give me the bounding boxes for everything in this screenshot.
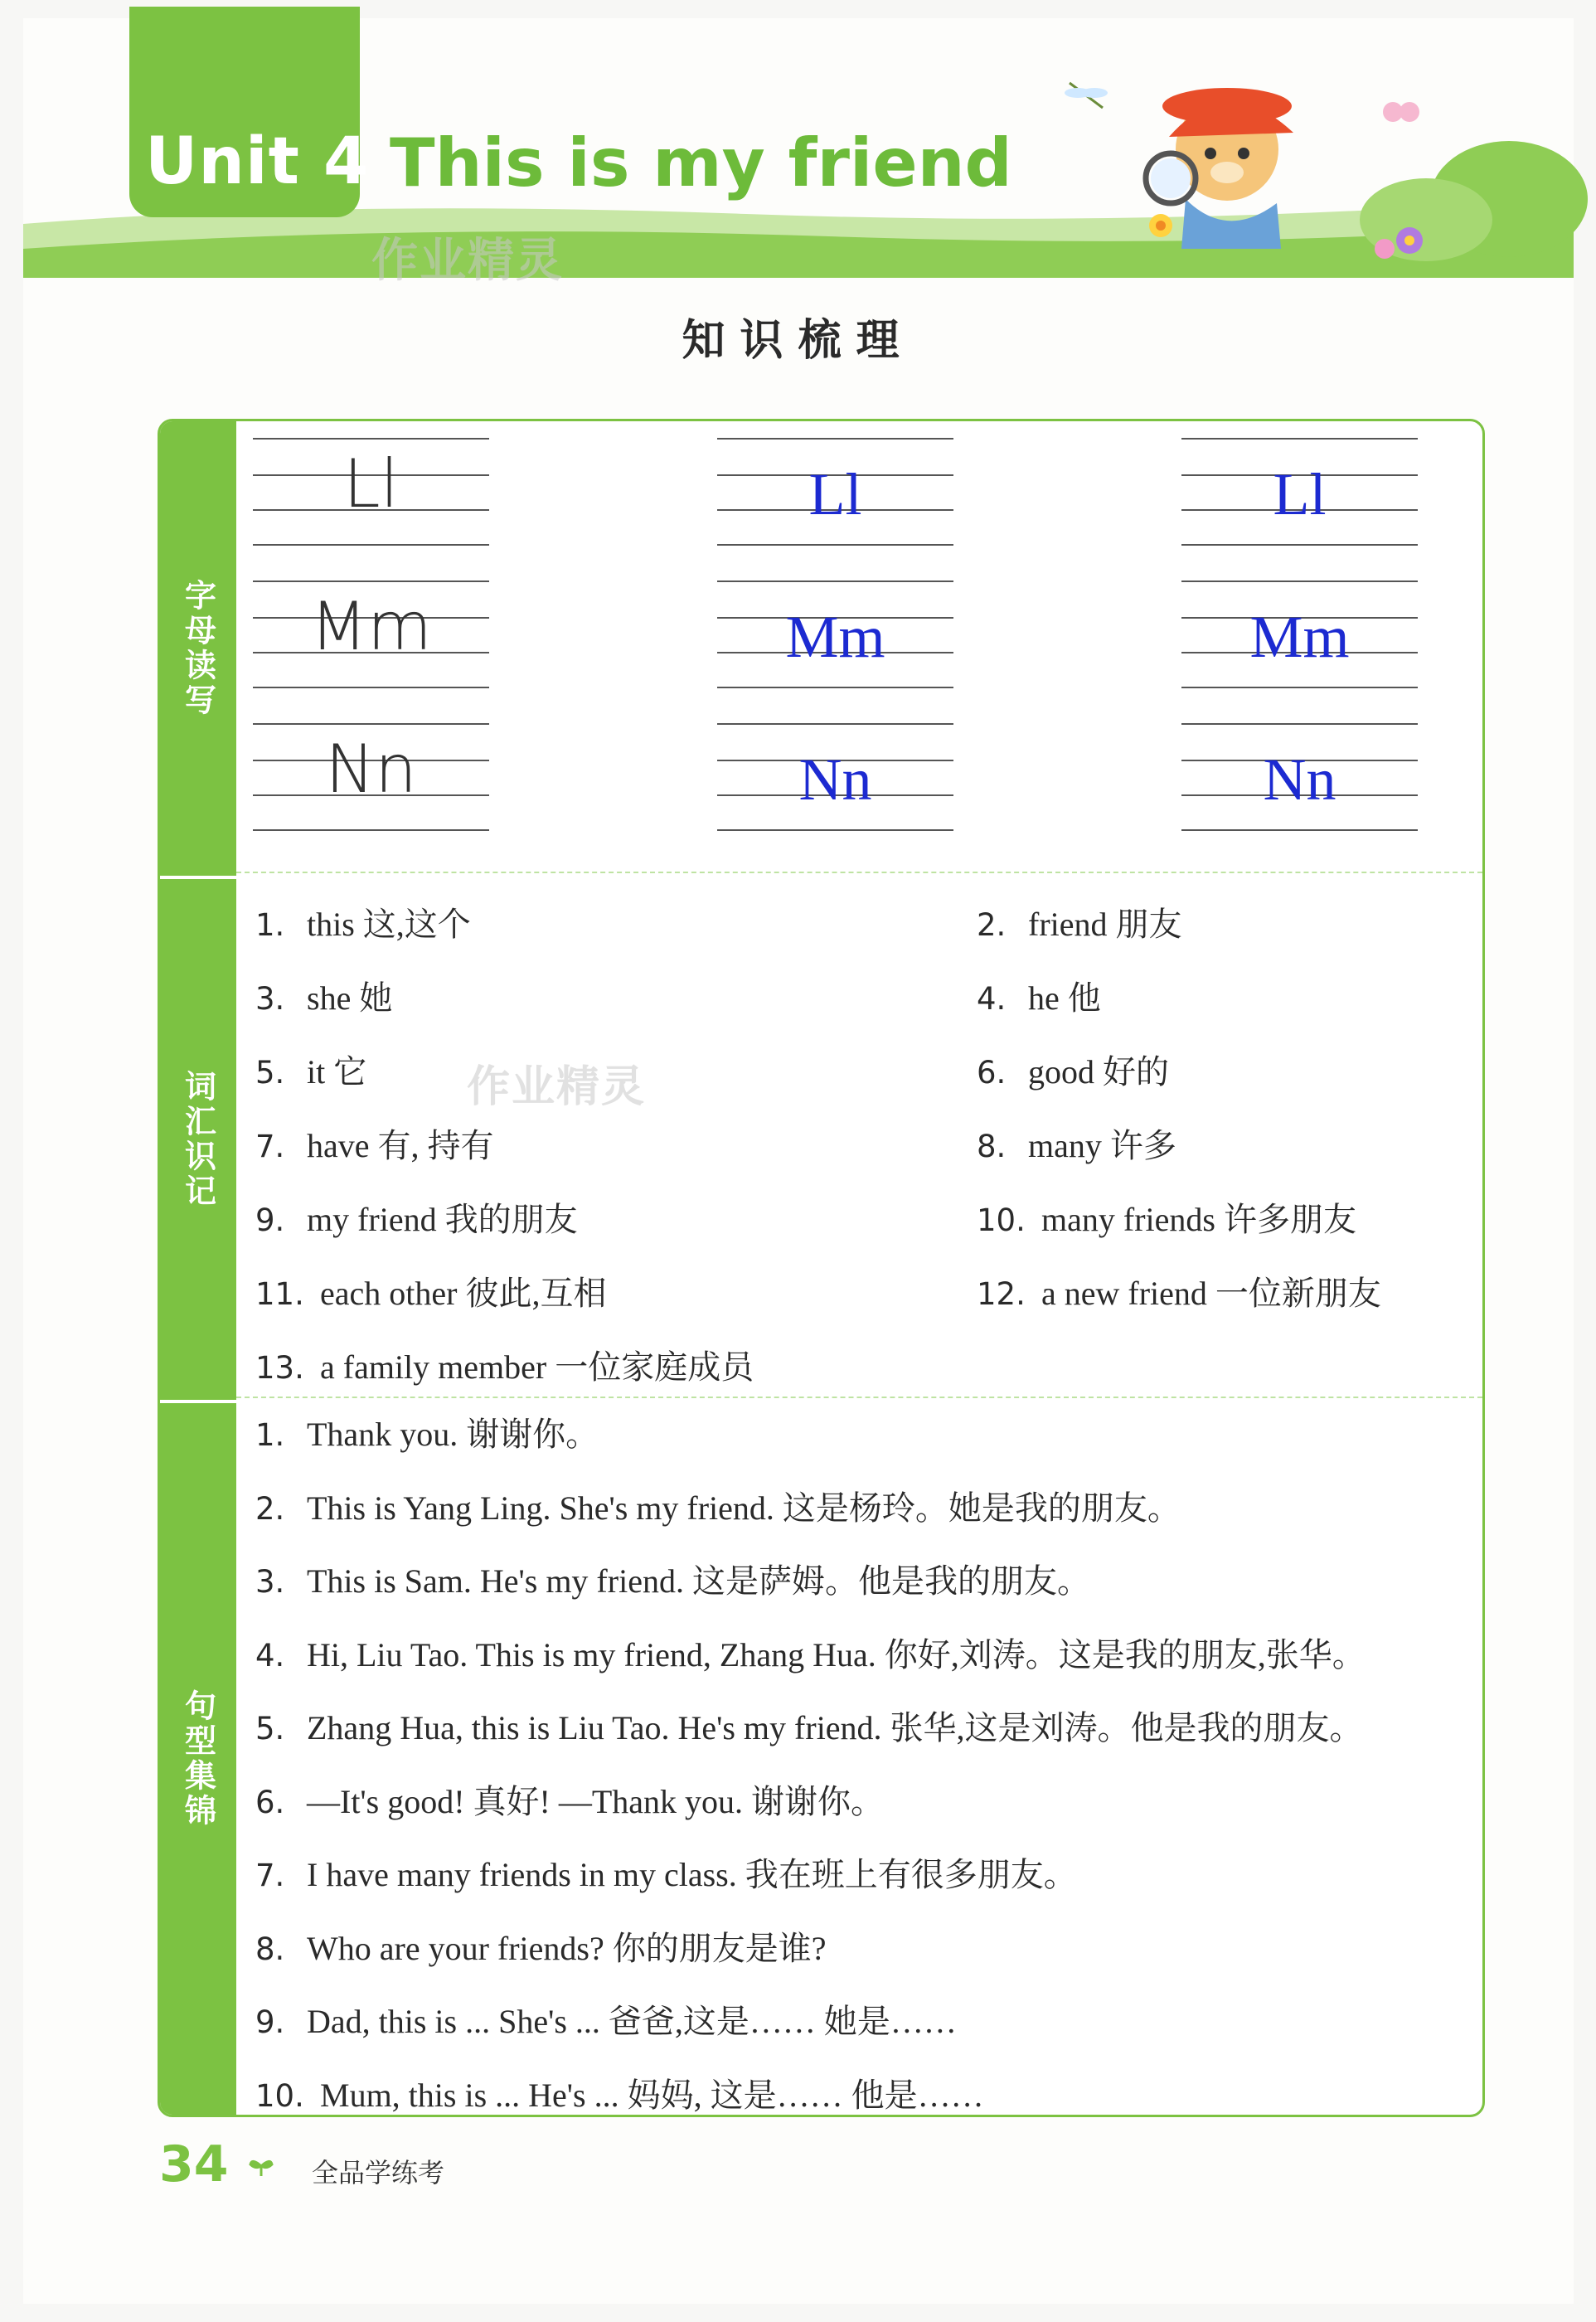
sentence-item [255, 1776, 884, 1823]
guide-line [253, 438, 489, 440]
guide-line [717, 723, 953, 725]
sentence-number: 4. [255, 1637, 285, 1673]
vocab-item [255, 1341, 754, 1388]
section-title: 知识梳理 [682, 316, 914, 366]
vocab-item [255, 1120, 494, 1167]
sentence-number: 6. [255, 1784, 285, 1820]
vocab-number: 9. [255, 1202, 285, 1238]
vocab-number: 11. [255, 1276, 304, 1312]
guide-line [717, 829, 953, 831]
sentence-item [255, 1848, 1077, 1896]
guide-line [1181, 438, 1418, 440]
vocab-number: 1. [255, 907, 285, 943]
sentence-text: This is Sam. He's my friend. 这是萨姆。他是我的朋友。 [307, 1562, 1090, 1600]
section-divider [236, 1397, 1482, 1398]
guide-line [253, 580, 489, 582]
sentence-text: —It's good! 真好! —Thank you. 谢谢你。 [307, 1782, 885, 1820]
guide-line [1181, 723, 1418, 725]
guide-line [1181, 544, 1418, 546]
sentence-text: Mum, this is ... He's ... 妈妈, 这是…… 他是…… [320, 2076, 984, 2114]
guide-line [717, 438, 953, 440]
vocab-item [255, 898, 471, 945]
letter-writing-lines[interactable] [1181, 580, 1418, 697]
guide-line [1181, 580, 1418, 582]
vocab-number: 8. [977, 1129, 1007, 1164]
letter-writing-lines [253, 723, 489, 839]
sentence-item [255, 2069, 984, 2116]
sentence-number: 9. [255, 2004, 285, 2040]
watermark: 作业精灵 [467, 1062, 647, 1112]
vocab-text: each other 彼此,互相 [320, 1275, 607, 1312]
sentence-item [255, 1408, 599, 1455]
letter-writing-lines [253, 580, 489, 697]
letter-writing-lines[interactable] [717, 580, 953, 697]
sentence-item [255, 1922, 826, 1970]
sentence-text: Who are your friends? 你的朋友是谁? [307, 1929, 827, 1967]
sentence-text: This is Yang Ling. She's my friend. 这是杨玲。她是我的朋友。 [307, 1489, 1181, 1527]
letter-writing-lines [253, 438, 489, 554]
vocab-item [255, 1046, 366, 1093]
vocab-number: 6. [977, 1055, 1007, 1091]
guide-line [253, 829, 489, 831]
section-divider [236, 872, 1482, 873]
sentence-text: Zhang Hua, this is Liu Tao. He's my friend. 张华,这是刘涛。他是我的朋友。 [307, 1709, 1363, 1746]
vocab-item [255, 1193, 578, 1241]
letter-writing-lines[interactable] [1181, 723, 1418, 839]
sentence-item [255, 1629, 1366, 1676]
vocab-number: 12. [977, 1276, 1026, 1312]
vocab-text: she 她 [307, 979, 393, 1017]
vocab-item [977, 1193, 1356, 1241]
vocab-text: he 他 [1028, 979, 1101, 1017]
sentence-number: 7. [255, 1858, 285, 1893]
vocab-number: 3. [255, 981, 285, 1017]
side-label-sentences-text: 句型集锦 [179, 1689, 216, 1829]
guide-line [253, 723, 489, 725]
guide-line [717, 687, 953, 688]
letter-model: Nn [325, 731, 417, 808]
side-label-vocab [160, 879, 236, 1400]
sentence-text: Dad, this is ... She's ... 爸爸,这是…… 她是…… [307, 2003, 957, 2040]
unit-label: Unit 4 [145, 124, 370, 199]
sentence-text: Hi, Liu Tao. This is my friend, Zhang Hua. 你好,刘涛。这是我的朋友,张华。 [307, 1635, 1366, 1673]
vocab-number: 13. [255, 1350, 304, 1386]
sentence-number: 10. [255, 2077, 304, 2114]
letter-handwritten: Nn [1263, 746, 1336, 813]
guide-line [253, 687, 489, 688]
vocab-text: my friend 我的朋友 [307, 1201, 578, 1238]
guide-line [717, 580, 953, 582]
letter-handwritten: Ll [1273, 461, 1327, 527]
letter-handwritten: Mm [785, 604, 885, 670]
guide-line [1181, 687, 1418, 688]
header-banner [0, 0, 1550, 288]
vocab-item [977, 1120, 1176, 1167]
vocab-item [255, 1267, 606, 1314]
sentence-number: 2. [255, 1490, 285, 1527]
guide-line [1181, 829, 1418, 831]
vocab-number: 7. [255, 1129, 285, 1164]
vocab-text: this 这,这个 [307, 906, 471, 943]
vocab-text: have 有, 持有 [307, 1127, 494, 1164]
page-number: 34 [159, 2135, 229, 2193]
vocab-text: a family member 一位家庭成员 [320, 1348, 754, 1386]
watermark: 作业精灵 [371, 234, 564, 288]
letter-writing-lines[interactable] [1181, 438, 1418, 554]
vocab-number: 4. [977, 981, 1007, 1017]
vocab-item [977, 1267, 1381, 1314]
vocab-number: 10. [977, 1202, 1026, 1238]
vocab-item [977, 1046, 1169, 1093]
side-label-letters-text: 字母读写 [179, 579, 216, 718]
side-label-letters [160, 421, 236, 876]
letter-model: Mm [310, 588, 432, 665]
letter-writing-lines[interactable] [717, 438, 953, 554]
vocab-item [977, 972, 1101, 1019]
vocab-text: many 许多 [1028, 1127, 1176, 1164]
book-name: 全品学练考 [312, 2157, 445, 2188]
guide-line [717, 544, 953, 546]
guide-line [253, 544, 489, 546]
vocab-text: good 好的 [1028, 1053, 1169, 1091]
sentence-item [255, 1995, 957, 2043]
letter-writing-lines[interactable] [717, 723, 953, 839]
letter-handwritten: Mm [1249, 604, 1350, 670]
sentence-text: Thank you. 谢谢你。 [307, 1416, 599, 1453]
unit-title: This is my friend [390, 124, 1012, 202]
sentence-item [255, 1702, 1363, 1749]
vocab-item [255, 972, 392, 1019]
leaf-icon [249, 2156, 274, 2178]
sentence-item [255, 1555, 1090, 1602]
vocab-text: it 它 [307, 1053, 367, 1091]
vocab-text: a new friend 一位新朋友 [1041, 1275, 1381, 1312]
letter-handwritten: Nn [798, 746, 872, 813]
letter-handwritten: Ll [808, 461, 862, 527]
letter-model: Ll [343, 445, 399, 522]
sentence-text: I have many friends in my class. 我在班上有很多朋友。 [307, 1856, 1077, 1893]
vocab-text: friend 朋友 [1028, 906, 1182, 943]
sentence-item [255, 1482, 1181, 1529]
sentence-number: 8. [255, 1931, 285, 1967]
vocab-number: 2. [977, 907, 1007, 943]
sentence-number: 3. [255, 1564, 285, 1600]
vocab-number: 5. [255, 1055, 285, 1091]
knowledge-card [158, 419, 1485, 2117]
sentence-number: 5. [255, 1711, 285, 1746]
vocab-item [977, 898, 1182, 945]
sentence-number: 1. [255, 1417, 285, 1453]
side-label-sentences [160, 1403, 236, 2115]
side-label-vocab-text: 词汇识记 [179, 1070, 216, 1209]
vocab-text: many friends 许多朋友 [1041, 1201, 1356, 1238]
